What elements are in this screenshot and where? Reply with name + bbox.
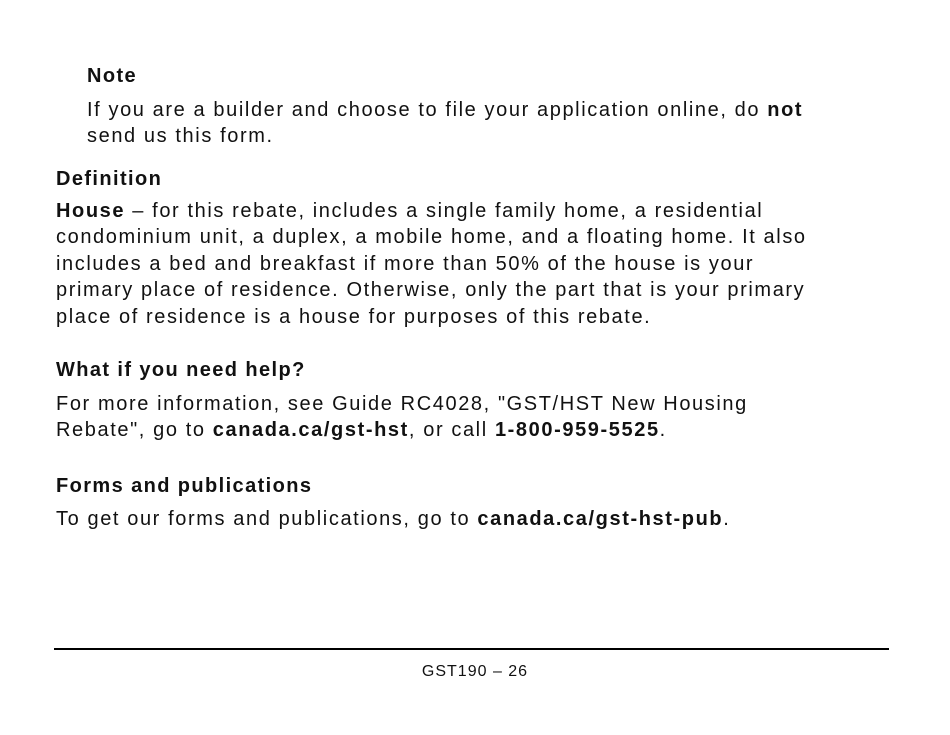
note-line-2: send us this form. bbox=[87, 125, 274, 147]
forms-text-end: . bbox=[723, 508, 731, 530]
definition-text: – for this rebate, includes a single family home, a residential bbox=[125, 200, 764, 222]
definition-line-4: primary place of residence. Otherwise, only the part that is your primary bbox=[56, 279, 806, 301]
note-emphasis: not bbox=[767, 99, 804, 121]
definition-heading: Definition bbox=[56, 168, 163, 190]
note-text: If you are a builder and choose to file your application online, do bbox=[87, 99, 768, 121]
note-heading: Note bbox=[87, 65, 138, 87]
help-heading: What if you need help? bbox=[56, 359, 306, 381]
forms-link[interactable]: canada.ca/gst-hst-pub bbox=[477, 508, 724, 530]
definition-line-5: place of residence is a house for purposes of this rebate. bbox=[56, 306, 652, 328]
help-line-1: For more information, see Guide RC4028, "GST/HST New Housing bbox=[56, 393, 748, 415]
definition-line-1 bbox=[56, 198, 763, 225]
help-text-end: . bbox=[659, 419, 667, 441]
definition-line-2: condominium unit, a duplex, a mobile home, and a floating home. It also bbox=[56, 226, 807, 248]
help-line-2 bbox=[56, 417, 667, 444]
help-phone[interactable]: 1-800-959-5525 bbox=[494, 419, 660, 441]
forms-text: To get our forms and publications, go to bbox=[56, 508, 478, 530]
definition-term: House bbox=[56, 200, 126, 222]
footer-divider bbox=[54, 648, 889, 650]
forms-line-1 bbox=[56, 506, 730, 533]
note-line-1 bbox=[87, 97, 803, 124]
forms-heading: Forms and publications bbox=[56, 475, 313, 497]
help-link[interactable]: canada.ca/gst-hst bbox=[212, 419, 409, 441]
help-text-middle: , or call bbox=[408, 419, 495, 441]
definition-line-3: includes a bed and breakfast if more than 50% of the house is your bbox=[56, 253, 755, 275]
help-text: Rebate", go to bbox=[56, 419, 213, 441]
page-number: GST190 – 26 bbox=[421, 663, 529, 680]
